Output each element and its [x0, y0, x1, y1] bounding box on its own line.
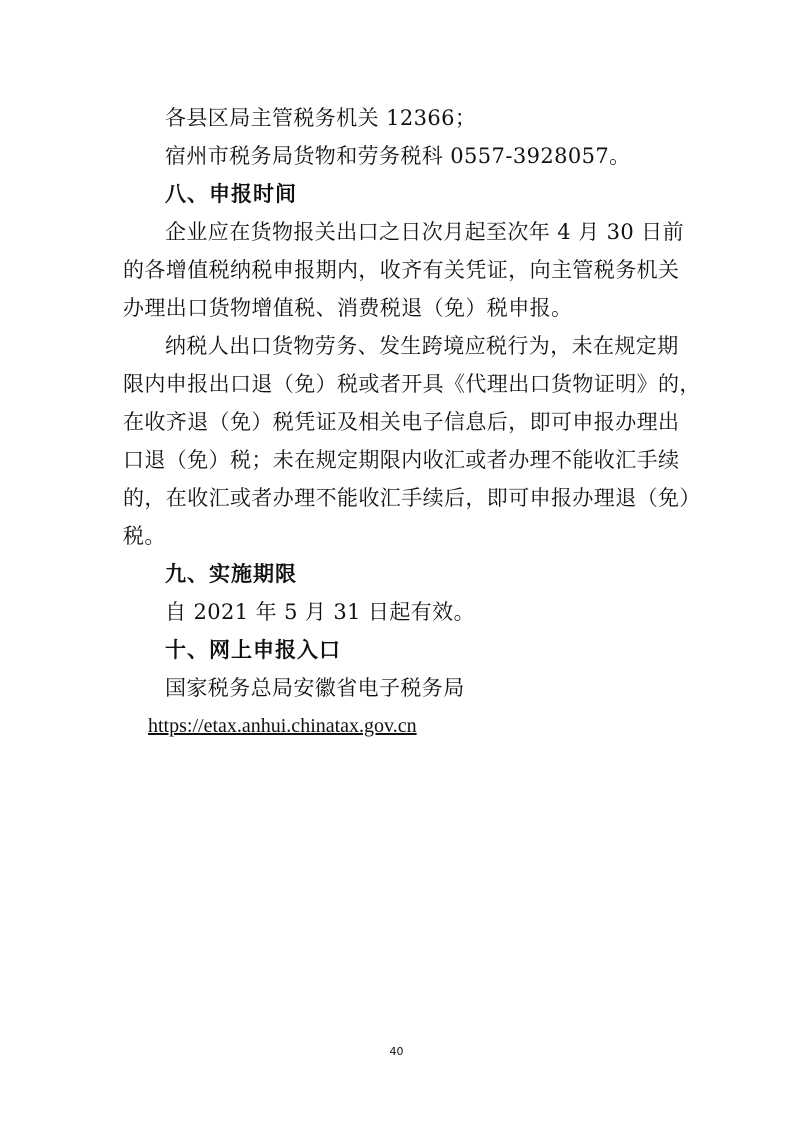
paragraph-line: 限内申报出口退（免）税或者开具《代理出口货物证明》的， — [123, 372, 701, 396]
effective-date-text: 自 2021 年 5 月 31 日起有效。 — [165, 600, 475, 624]
paragraph-line: 的各增值税纳税申报期内，收齐有关凭证，向主管税务机关 — [123, 258, 680, 282]
paragraph-line: 在收齐退（免）税凭证及相关电子信息后，即可申报办理出 — [123, 410, 680, 434]
contact-line-county: 各县区局主管税务机关 12366； — [165, 106, 477, 130]
section-heading-10: 十、网上申报入口 — [165, 638, 341, 662]
section-heading-9: 九、实施期限 — [165, 562, 297, 586]
section-heading-8: 八、申报时间 — [165, 182, 297, 206]
etax-bureau-name: 国家税务总局安徽省电子税务局 — [165, 676, 465, 700]
paragraph-line: 企业应在货物报关出口之日次月起至次年 4 月 30 日前 — [165, 220, 684, 244]
contact-line-city: 宿州市税务局货物和劳务税科 0557-3928057。 — [165, 144, 631, 168]
paragraph-line: 的，在收汇或者办理不能收汇手续后，即可申报办理退（免） — [123, 486, 701, 510]
paragraph-line: 办理出口货物增值税、消费税退（免）税申报。 — [123, 296, 573, 320]
etax-url-link[interactable]: https://etax.anhui.chinatax.gov.cn — [148, 715, 417, 737]
paragraph-line: 口退（免）税；未在规定期限内收汇或者办理不能收汇手续 — [123, 448, 680, 472]
paragraph-line: 纳税人出口货物劳务、发生跨境应税行为，未在规定期 — [165, 334, 679, 358]
page-number: 40 — [389, 1045, 404, 1058]
paragraph-line: 税。 — [123, 524, 166, 548]
